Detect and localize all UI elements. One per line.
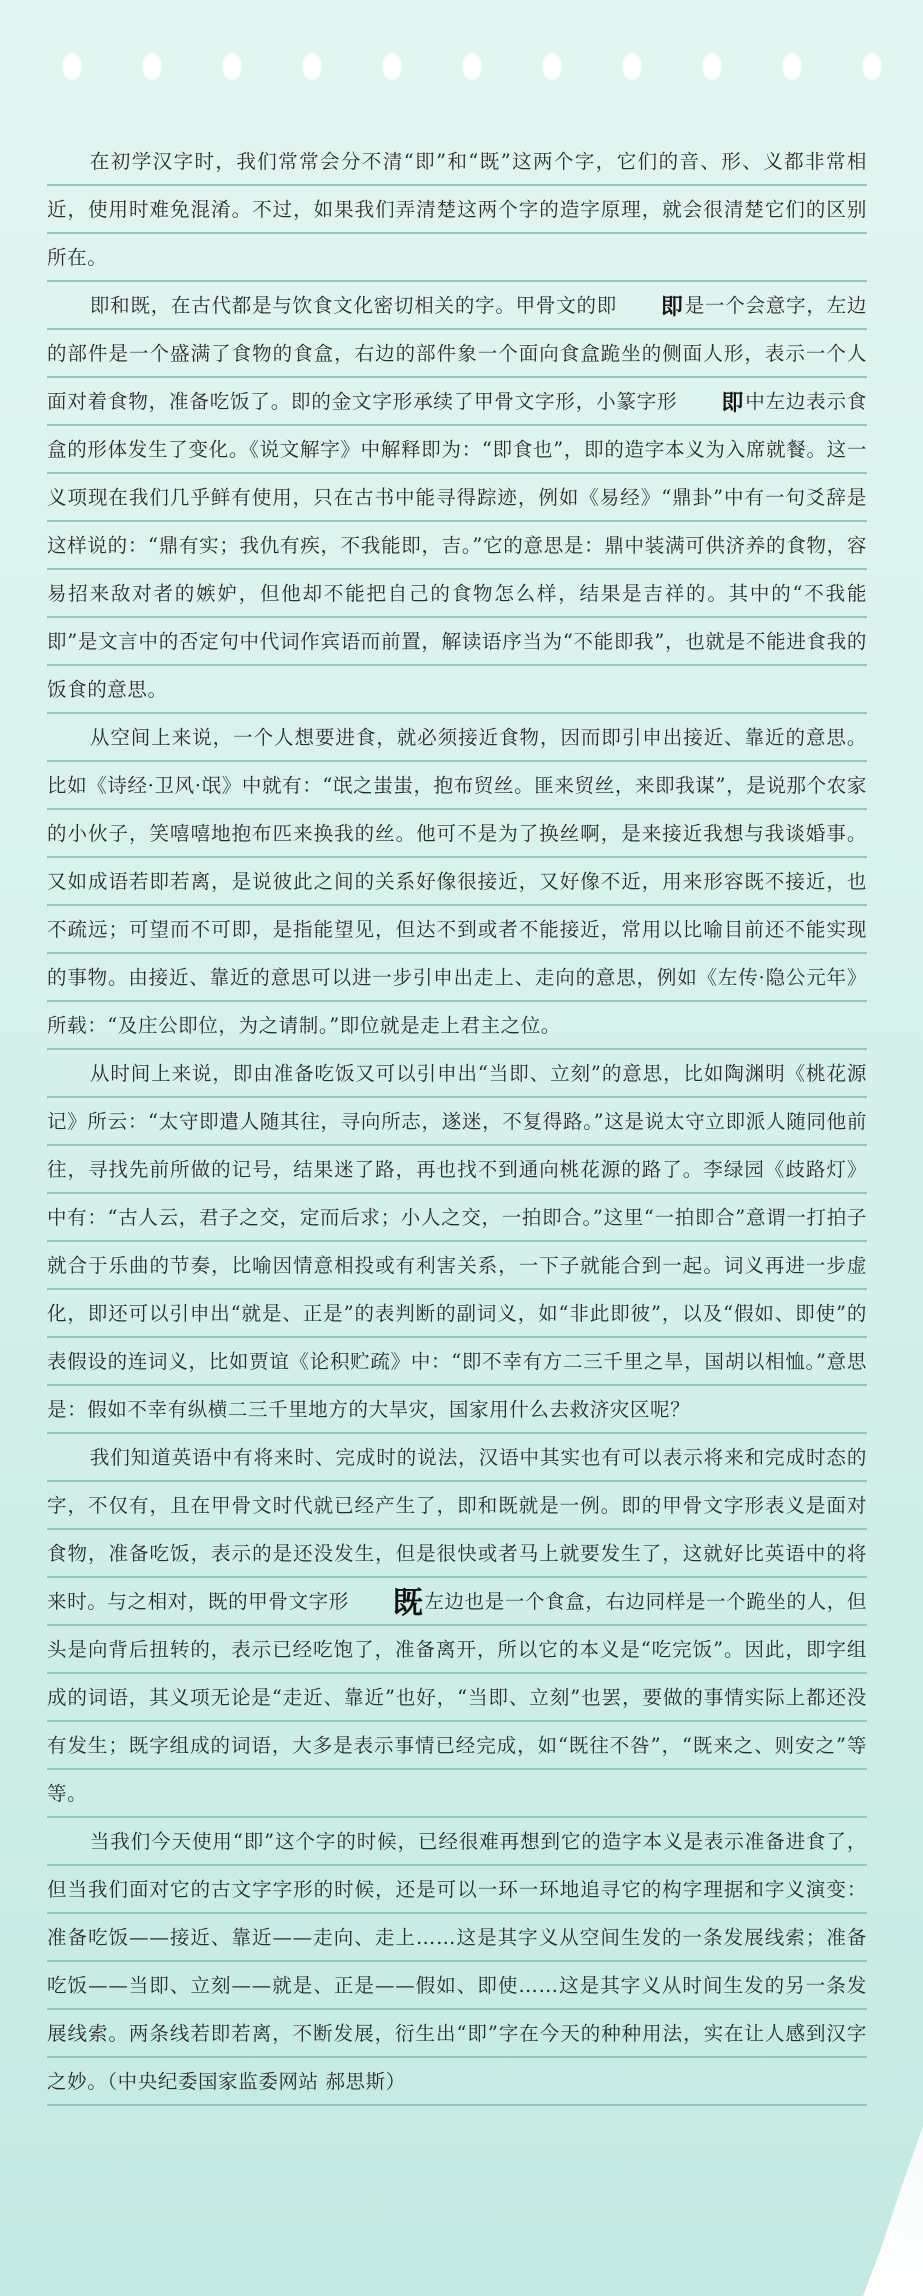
paragraph-text: 在初学汉字时，我们常常会分不清“即”和“既”这两个字，它们的音、形、义都非常相近，使用时难免混淆。不过，如果我们弄清楚这两个字的造字原理，就会很清楚它们的区别所在。	[47, 150, 867, 269]
binder-hole	[302, 52, 322, 80]
paragraph-text: 中左边表示食盒的形体发生了变化。《说文解字》中解释即为：“即食也”，即的造字本义为入席就餐。这一义项现在我们几乎鲜有使用，只在古书中能寻得踪迹，例如《易经》“鼎卦”中有一句爻辞是这样说的：“鼎有实；我仇有疾，不我能即，吉。”它的意思是：鼎中装满可供济养的食物，容易招来敌对者的嫉妒，但他却不能把自己的食物怎么样，结果是吉祥的。其中的“不我能即”是文言中的否定句中代词作宾语而前置，解读语序当为“不能即我”，也就是不能进食我的饭食的意思。	[47, 390, 867, 701]
page-curl	[863, 2126, 923, 2296]
article-body	[47, 138, 867, 2106]
paragraph-intro	[47, 138, 867, 282]
paragraph-text: 从空间上来说，一个人想要进食，就必须接近食物，因而即引申出接近、靠近的意思。比如《诗经·卫风·氓》中就有：“氓之蚩蚩，抱布贸丝。匪来贸丝，来即我谋”，是说那个农家的小伙子，笑嘻嘻地抱布匹来换我的丝。他可不是为了换丝啊，是来接近我想与我谈婚事。又如成语若即若离，是说彼此之间的关系好像很接近，又好像不近，用来形容既不接近，也不疏远；可望而不可即，是指能望见，但达不到或者不能接近，常用以比喻目前还不能实现的事物。由接近、靠近的意思可以进一步引申出走上、走向的意思，例如《左传·隐公元年》所载：“及庄公即位，为之请制。”即位就是走上君主之位。	[47, 726, 867, 1037]
paragraph-text: 是一个会意字，左边的部件是一个盛满了食物的食盒，右边的部件象一个面向食盒跪坐的侧面人形，表示一个人面对着食物，准备吃饭了。即的金文字形承续了甲骨文字形，小篆字形	[47, 294, 867, 413]
binder-hole	[222, 52, 242, 80]
paragraph-text: 左边也是一个食盒，右边同样是一个跪坐的人，但头是向背后扭转的，表示已经吃饱了，准备离开，所以它的本义是“吃完饭”。因此，即字组成的词语，其义项无论是“走近、靠近”也好，“当即、立刻”也罢，要做的事情实际上都还没有发生；既字组成的词语，大多是表示事情已经完成，如“既往不咎”，“既来之、则安之”等等。	[47, 1590, 867, 1805]
paragraph-text: 从时间上来说，即由准备吃饭又可以引申出“当即、立刻”的意思，比如陶渊明《桃花源记》所云：“太守即遣人随其往，寻向所志，遂迷，不复得路。”这是说太守立即派人随同他前往，寻找先前所做的记号，结果迷了路，再也找不到通向桃花源的路了。李绿园《歧路灯》中有：“古人云，君子之交，定而后求；小人之交，一拍即合。”这里“一拍即合”意谓一打拍子就合于乐曲的节奏，比喻因情意相投或有利害关系，一下子就能合到一起。词义再进一步虚化，即还可以引申出“就是、正是”的表判断的副词义，如“非此即彼”，以及“假如、即使”的表假设的连词义，比如贾谊《论积贮疏》中：“即不幸有方二三千里之旱，国胡以相恤。”意思是：假如不幸有纵横二三千里地方的大旱灾，国家用什么去救济灾区呢？	[47, 1062, 867, 1421]
binder-hole	[702, 52, 722, 80]
paragraph-tense	[47, 1434, 867, 1818]
binder-hole	[142, 52, 162, 80]
oracle-bone-ji-glyph-icon: 即	[660, 294, 684, 320]
paragraph-origin	[47, 282, 867, 714]
binder-hole	[862, 52, 882, 80]
binder-hole	[462, 52, 482, 80]
paragraph-text: 即和既，在古代都是与饮食文化密切相关的字。甲骨文的即	[89, 294, 618, 317]
oracle-bone-jix-glyph-icon: 既	[392, 1586, 424, 1621]
binder-hole	[382, 52, 402, 80]
binder-hole	[782, 52, 802, 80]
paragraph-text: 当我们今天使用“即”这个字的时候，已经很难再想到它的造字本义是表示准备进食了，但当我们面对它的古文字字形的时候，还是可以一环一环地追寻它的构字理据和字义演变：准备吃饭——接近、靠近——走向、走上……这是其字义从空间生发的一条发展线索；准备吃饭——当即、立刻——就是、正是——假如、即使……这是其字义从时间生发的另一条发展线索。两条线若即若离，不断发展，衍生出“即”字在今天的种种用法，实在让人感到汉字之妙。（中央纪委国家监委网站 郝思斯）	[47, 1830, 867, 2093]
paragraph-space	[47, 714, 867, 1050]
binder-hole	[622, 52, 642, 80]
seal-script-ji-glyph-icon: 即	[721, 390, 744, 416]
paragraph-time	[47, 1050, 867, 1434]
paragraph-text: 我们知道英语中有将来时、完成时的说法，汉语中其实也有可以表示将来和完成时态的字，不仅有，且在甲骨文时代就已经产生了，即和既就是一例。即的甲骨文字形表义是面对食物，准备吃饭，表示的是还没发生，但是很快或者马上就要发生了，这就好比英语中的将来时。与之相对，既的甲骨文字形	[47, 1446, 867, 1613]
binder-holes	[62, 52, 882, 80]
binder-hole	[62, 52, 82, 80]
paragraph-conclusion	[47, 1818, 867, 2106]
binder-hole	[542, 52, 562, 80]
